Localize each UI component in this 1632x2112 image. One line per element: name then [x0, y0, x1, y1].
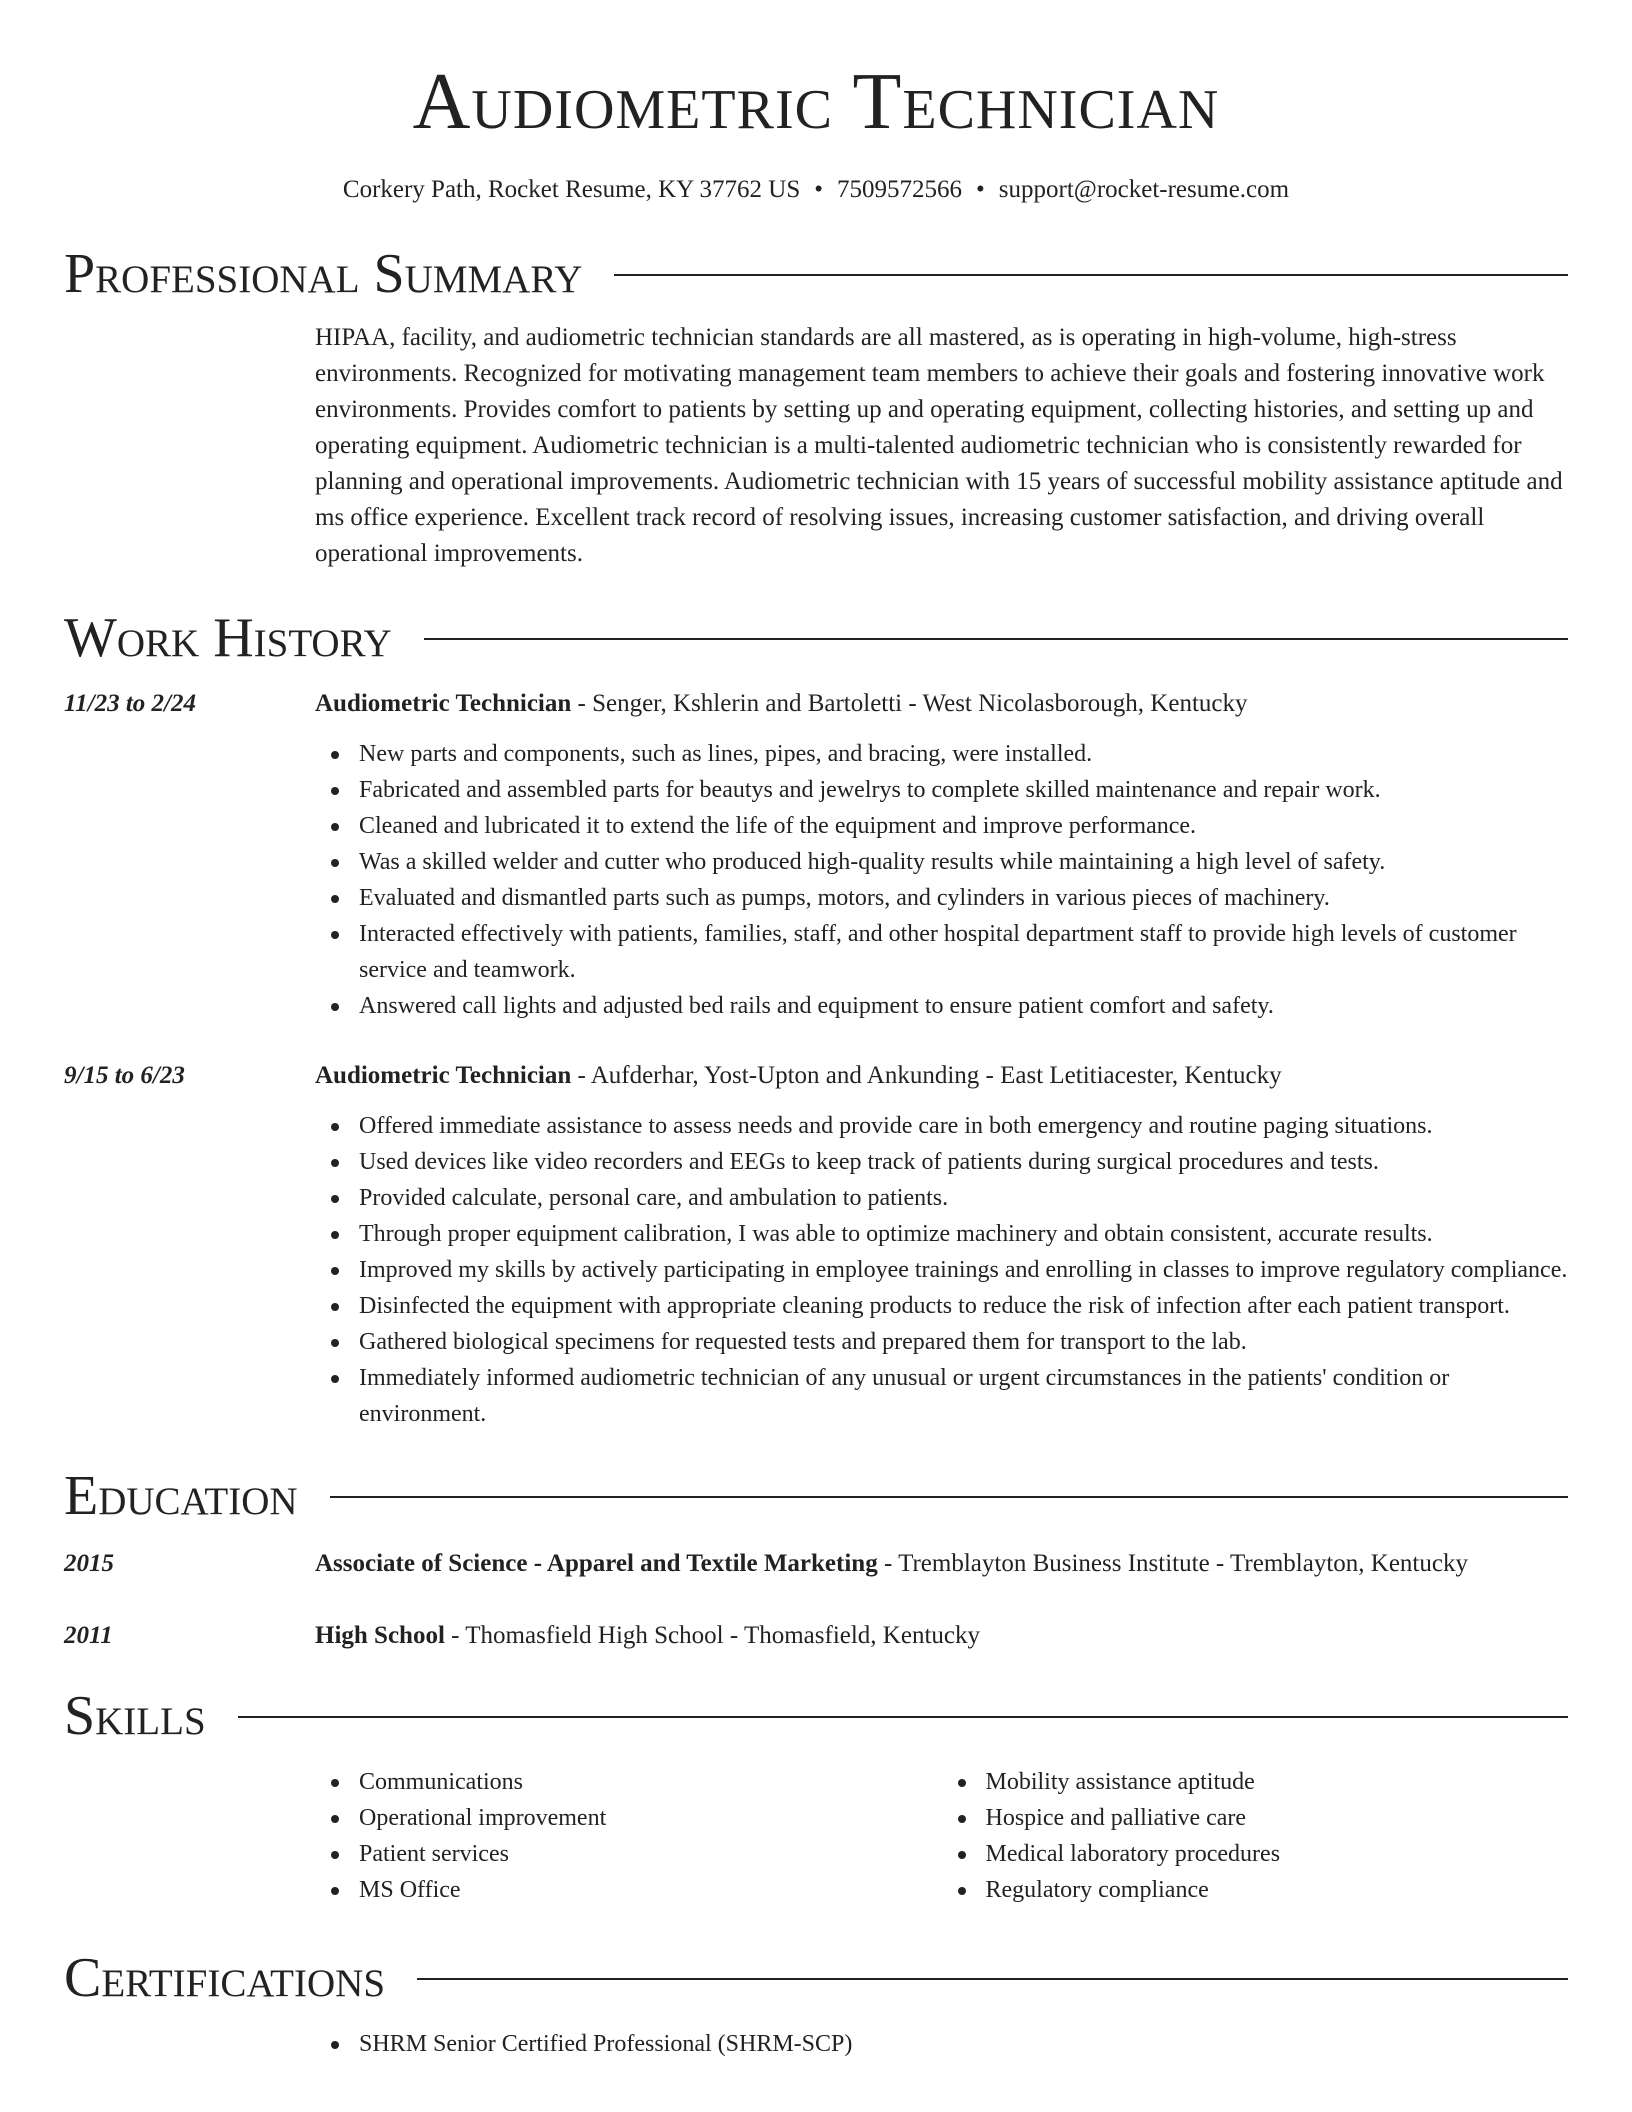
- list-item: New parts and components, such as lines, pipes, and bracing, were installed.: [315, 736, 1568, 772]
- skills-left-spacer: [64, 1764, 315, 1908]
- section-divider: [417, 1978, 1568, 1980]
- list-item: Cleaned and lubricated it to extend the life of the equipment and improve performance.: [315, 808, 1568, 844]
- contact-line: [64, 176, 1568, 204]
- job-title: Audiometric Technician: [315, 1062, 572, 1089]
- list-item: Disinfected the equipment with appropriate cleaning products to reduce the risk of infection after each patient transport.: [315, 1288, 1568, 1324]
- job-body: [315, 1058, 1568, 1432]
- education-school: - Thomasfield High School - Thomasfield, Kentucky: [444, 1622, 981, 1649]
- list-item: Interacted effectively with patients, families, staff, and other hospital department staff to provide high levels of customer service and teamwork.: [315, 916, 1568, 988]
- education-section-header: [64, 1465, 1568, 1527]
- job-bullets: [315, 736, 1568, 1024]
- certifications-list: [315, 2026, 1568, 2062]
- education-line: [315, 1618, 1568, 1654]
- job-entry: [64, 1058, 1568, 1432]
- certifications-body: [315, 2026, 1568, 2062]
- summary-row: [64, 320, 1568, 572]
- skills-heading: Skills: [64, 1685, 206, 1747]
- job-dates: 9/15 to 6/23: [64, 1062, 185, 1089]
- summary-heading: Professional Summary: [64, 243, 583, 305]
- summary-text: HIPAA, facility, and audiometric technician standards are all mastered, as is operating in high-volume, high-stress environments. Recognized for motivating management team members to achieve their goals and fostering innovative work environments. Provides comfort to patients by setting up and operating equipment, collecting histories, and setting up and operating equipment. Audiometric technician is a multi-talented audiometric technician who is consistently rewarded for planning and operational improvements. Audiometric technician with 15 years of successful mobility assistance aptitude and ms office experience. Excellent track record of resolving issues, increasing customer satisfaction, and driving overall operational improvements.: [315, 324, 1563, 567]
- certifications-section-header: [64, 1947, 1568, 2009]
- list-item: Offered immediate assistance to assess needs and provide care in both emergency and routine paging situations.: [315, 1108, 1568, 1144]
- phone: 7509572566: [837, 176, 963, 203]
- list-item: Regulatory compliance: [942, 1872, 1569, 1908]
- job-body: [315, 686, 1568, 1024]
- section-divider: [330, 1496, 1568, 1498]
- certifications-row: [64, 2026, 1568, 2062]
- job-entry: [64, 686, 1568, 1024]
- certifications-left-spacer: [64, 2026, 315, 2062]
- work-heading: Work History: [64, 607, 392, 669]
- address: Corkery Path, Rocket Resume, KY 37762 US: [342, 176, 801, 203]
- list-item: Used devices like video recorders and EEGs to keep track of patients during surgical procedures and tests.: [315, 1144, 1568, 1180]
- job-title-line: [315, 686, 1568, 722]
- list-item: Through proper equipment calibration, I was able to optimize machinery and obtain consistent, accurate results.: [315, 1216, 1568, 1252]
- summary-section-header: [64, 243, 1568, 305]
- education-degree: High School: [315, 1622, 445, 1649]
- job-title: Audiometric Technician: [315, 690, 572, 717]
- skills-section-header: [64, 1685, 1568, 1747]
- skills-grid: [315, 1764, 1568, 1908]
- skills-row: [64, 1764, 1568, 1908]
- summary-left-spacer: [64, 320, 315, 572]
- skills-column-left: [315, 1764, 942, 1908]
- list-item: Improved my skills by actively participating in employee trainings and enrolling in classes to improve regulatory compliance.: [315, 1252, 1568, 1288]
- list-item: Mobility assistance aptitude: [942, 1764, 1569, 1800]
- education-year: 2011: [64, 1622, 113, 1649]
- candidate-name: Audiometric Technician: [412, 58, 1220, 146]
- list-item: Immediately informed audiometric technician of any unusual or urgent circumstances in the patients' condition or environment.: [315, 1360, 1568, 1432]
- email: support@rocket-resume.com: [998, 176, 1290, 203]
- education-heading: Education: [64, 1465, 298, 1527]
- education-entry: [64, 1618, 1568, 1654]
- section-divider: [238, 1716, 1568, 1718]
- list-item: Hospice and palliative care: [942, 1800, 1569, 1836]
- education-year: 2015: [64, 1550, 114, 1577]
- list-item: Medical laboratory procedures: [942, 1836, 1569, 1872]
- job-title-line: [315, 1058, 1568, 1094]
- list-item: Fabricated and assembled parts for beautys and jewelrys to complete skilled maintenance and repair work.: [315, 772, 1568, 808]
- list-item: Operational improvement: [315, 1800, 942, 1836]
- list-item: Provided calculate, personal care, and ambulation to patients.: [315, 1180, 1568, 1216]
- job-employer: - Senger, Kshlerin and Bartoletti - West Nicolasborough, Kentucky: [571, 690, 1248, 717]
- work-section-header: [64, 607, 1568, 669]
- list-item: MS Office: [315, 1872, 942, 1908]
- job-dates: 11/23 to 2/24: [64, 690, 196, 717]
- list-item: Gathered biological specimens for requested tests and prepared them for transport to the lab.: [315, 1324, 1568, 1360]
- section-divider: [614, 274, 1568, 276]
- separator-dot: •: [814, 176, 824, 203]
- education-school: - Tremblayton Business Institute - Tremblayton, Kentucky: [877, 1550, 1468, 1577]
- education-line: [315, 1546, 1568, 1582]
- list-item: Patient services: [315, 1836, 942, 1872]
- job-employer: - Aufderhar, Yost-Upton and Ankunding - East Letitiacester, Kentucky: [571, 1062, 1282, 1089]
- education-entry: [64, 1546, 1568, 1582]
- separator-dot: •: [976, 176, 985, 203]
- skills-column-right: [942, 1764, 1569, 1908]
- list-item: Answered call lights and adjusted bed rails and equipment to ensure patient comfort and safety.: [315, 988, 1568, 1024]
- section-divider: [424, 638, 1568, 640]
- education-degree: Associate of Science - Apparel and Textile Marketing: [315, 1550, 878, 1577]
- job-bullets: [315, 1108, 1568, 1432]
- list-item: Evaluated and dismantled parts such as pumps, motors, and cylinders in various pieces of machinery.: [315, 880, 1568, 916]
- list-item: SHRM Senior Certified Professional (SHRM-SCP): [315, 2026, 1568, 2062]
- certifications-heading: Certifications: [64, 1947, 386, 2009]
- list-item: Communications: [315, 1764, 942, 1800]
- list-item: Was a skilled welder and cutter who produced high-quality results while maintaining a high level of safety.: [315, 844, 1568, 880]
